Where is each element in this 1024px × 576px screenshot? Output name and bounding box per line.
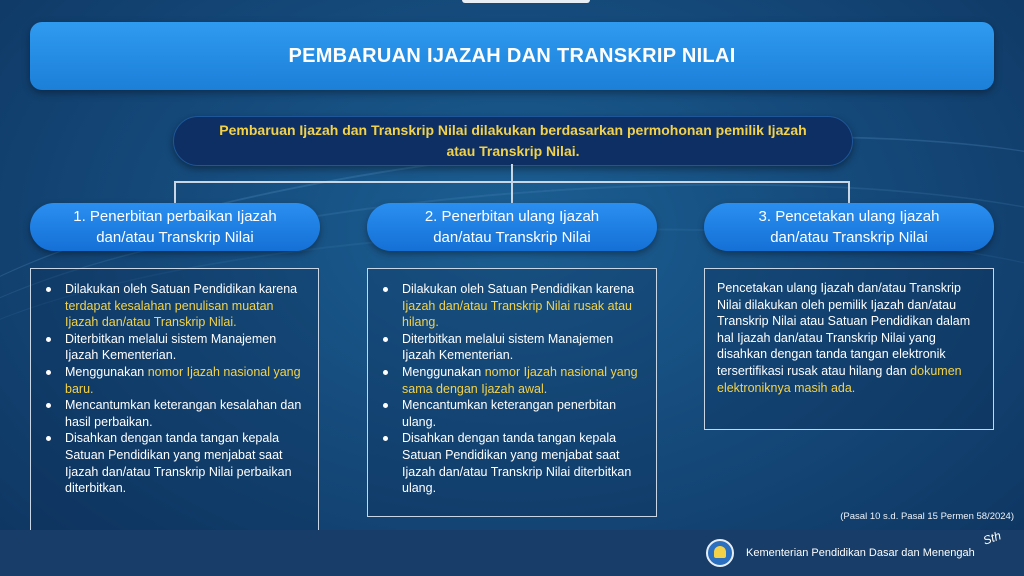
column-2-card: [367, 268, 657, 517]
list-item: Disahkan dengan tanda tangan kepala Satuan Pendidikan yang menjabat saat Ijazah dan/atau Transkrip Nilai perbaikan diterbitkan.: [65, 430, 308, 496]
page-title: PEMBARUAN IJAZAH DAN TRANSKRIP NILAI: [288, 44, 736, 67]
column-3-heading-line2: dan/atau Transkrip Nilai: [770, 229, 928, 246]
column-3-heading: [704, 203, 994, 251]
signature-mark: Sth: [981, 528, 1003, 548]
column-2-heading-line1: 2. Penerbitan ulang Ijazah: [424, 208, 600, 225]
summary-text: Pembaruan Ijazah dan Transkrip Nilai dilakukan berdasarkan permohonan pemilik Ijazah atau Transkrip Nilai.: [219, 122, 807, 159]
highlight-text: nomor Ijazah nasional yang baru.: [65, 364, 301, 396]
list-item: Dilakukan oleh Satuan Pendidikan karena Ijazah dan/atau Transkrip Nilai rusak atau hilang.: [402, 281, 646, 331]
list-item: Mencantumkan keterangan penerbitan ulang.: [402, 397, 646, 430]
column-2-heading: [367, 203, 657, 251]
highlight-text: dokumen elektroniknya masih ada.: [717, 363, 962, 395]
list-item: Dilakukan oleh Satuan Pendidikan karena terdapat kesalahan penulisan muatan Ijazah dan/atau Transkrip Nilai.: [65, 281, 308, 331]
list-item: Menggunakan nomor Ijazah nasional yang baru.: [65, 364, 308, 397]
title-banner: [30, 22, 994, 90]
column-1-heading: [30, 203, 320, 251]
column-1-card: [30, 268, 319, 531]
column-3-text: Pencetakan ulang Ijazah dan/atau Transkrip Nilai dilakukan oleh pemilik Ijazah dan/atau Transkrip Nilai atau Satuan Pendidikan dalam hal Ijazah dan/atau Transkrip Nilai yang disahkan dengan tanda tangan elektronik tersertifikasi rusak atau hilang dan dokumen elektroniknya masih ada.: [717, 281, 971, 395]
connector-branch-2: [511, 181, 513, 203]
connector-branch-1: [174, 181, 176, 203]
connector-branch-3: [848, 181, 850, 203]
ministry-logo-icon: [706, 539, 734, 567]
list-item: Disahkan dengan tanda tangan kepala Satuan Pendidikan yang menjabat saat Ijazah dan/atau Transkrip Nilai diterbitkan ulang.: [402, 430, 646, 496]
column-3-heading-line1: 3. Pencetakan ulang Ijazah: [758, 208, 940, 225]
column-1-list: [31, 269, 318, 497]
list-item: Diterbitkan melalui sistem Manajemen Ijazah Kementerian.: [65, 331, 308, 364]
legal-reference: (Pasal 10 s.d. Pasal 15 Permen 58/2024): [840, 511, 1014, 522]
ministry-name: Kementerian Pendidikan Dasar dan Menengah: [746, 547, 975, 559]
column-1-heading-line1: 1. Penerbitan perbaikan Ijazah: [73, 208, 277, 225]
list-item: Mencantumkan keterangan kesalahan dan hasil perbaikan.: [65, 397, 308, 430]
column-1-heading-line2: dan/atau Transkrip Nilai: [96, 229, 254, 246]
summary-pill: [173, 116, 853, 166]
list-item: Diterbitkan melalui sistem Manajemen Ijazah Kementerian.: [402, 331, 646, 364]
column-2-heading-line2: dan/atau Transkrip Nilai: [433, 229, 591, 246]
highlight-text: nomor Ijazah nasional yang sama dengan Ijazah awal.: [402, 364, 638, 396]
column-2-list: [368, 269, 656, 497]
highlight-text: Ijazah dan/atau Transkrip Nilai rusak atau hilang.: [402, 298, 632, 330]
column-3-card: [704, 268, 994, 430]
connector-trunk: [511, 164, 513, 182]
highlight-text: terdapat kesalahan penulisan muatan Ijazah dan/atau Transkrip Nilai.: [65, 298, 274, 330]
list-item: Menggunakan nomor Ijazah nasional yang sama dengan Ijazah awal.: [402, 364, 646, 397]
top-tab: [462, 0, 590, 3]
